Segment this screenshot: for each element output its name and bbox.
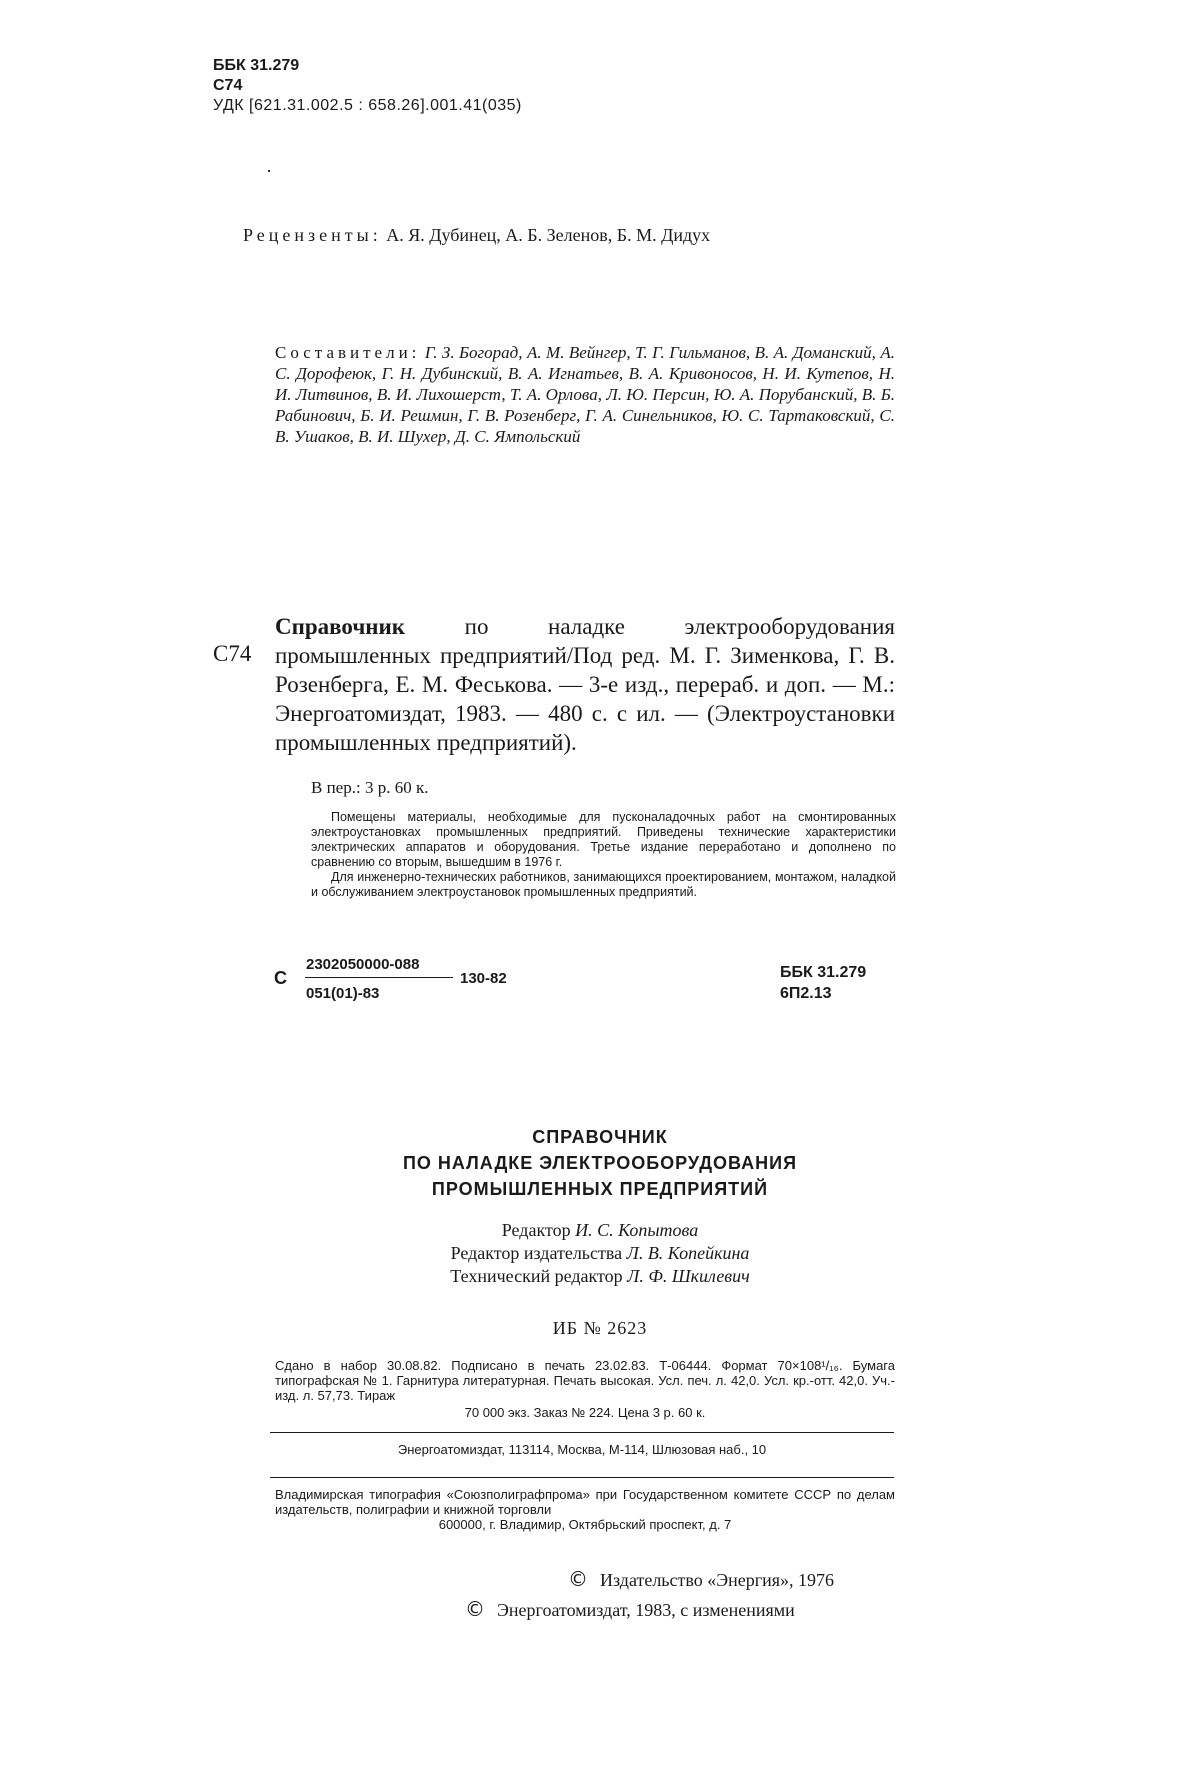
publisher-address: Энергоатомиздат, 113114, Москва, М-114, Шлюзовая наб., 10: [397, 1442, 767, 1457]
index-letter: С: [274, 968, 287, 988]
bib-text: по наладке электрооборудования промышленных предприятий/Под ред. М. Г. Зименкова, Г. В. Розенберга, Е. М. Феськова. — 3-е изд., перераб. и доп. — М.: Энергоатомиздат, 1983. — 480 с. с ил. — (Электроустановки промышленных предприятий).: [275, 614, 896, 755]
bib-lead-word: Справочник: [275, 614, 406, 639]
editor-line: [240, 1219, 960, 1242]
compilers-label: Составители:: [275, 343, 421, 362]
annotation-paragraph: Для инженерно-технических работников, занимающихся проектированием, монтажом, наладкой и обслуживанием электроустановок промышленных предприятий.: [311, 870, 896, 899]
editor-role: Редактор: [501, 1220, 571, 1240]
reviewers-names: А. Я. Дубинец, А. Б. Зеленов, Б. М. Дидух: [386, 225, 711, 245]
imprint-last-line: 70 000 экз. Заказ № 224. Цена 3 р. 60 к.: [464, 1405, 706, 1420]
copyright-icon: ©: [465, 1597, 485, 1621]
title-line: ПРОМЫШЛЕННЫХ ПРЕДПРИЯТИЙ: [431, 1179, 769, 1199]
index-denominator: 051(01)-83: [306, 985, 380, 1002]
bbk-code: ББК 31.279: [213, 57, 300, 74]
copyright-text: Энергоатомиздат, 1983, с изменениями: [497, 1600, 795, 1620]
editor-name: Л. В. Копейкина: [626, 1243, 750, 1263]
index-numerator: 2302050000-088: [306, 956, 420, 973]
copyright-icon: ©: [568, 1567, 588, 1591]
editor-name: И. С. Копытова: [575, 1220, 699, 1240]
title-line: СПРАВОЧНИК: [532, 1127, 668, 1147]
compilers-block: [275, 342, 895, 447]
divider: [270, 1477, 894, 1478]
editor-role: Технический редактор: [450, 1266, 623, 1286]
bib-author-mark: С74: [213, 641, 252, 666]
annotation: [311, 810, 896, 900]
divider: [270, 1432, 894, 1433]
index-suffix: 130-82: [460, 970, 507, 987]
printer-address: 600000, г. Владимир, Октябрьский проспект, д. 7: [438, 1517, 732, 1532]
printer-text: Владимирская типография «Союзполиграфпрома» при Государственном комитете СССР по делам издательств, полиграфии и книжной торговли: [275, 1487, 895, 1517]
editors-block: [240, 1219, 960, 1288]
compilers-names: Г. З. Богорад, А. М. Вейнгер, Т. Г. Гильманов, В. А. Доманский, А. С. Дорофеюк, Г. Н. Дубинский, В. А. Игнатьев, В. А. Кривоносов, Н. И. Кутепов, Н. И. Литвинов, В. И. Лихошерст, Т. А. Орлова, Л. Ю. Персин, Ю. А. Порубанский, В. Б. Рабинович, Б. И. Решмин, Г. В. Розенберг, Г. А. Синельников, Ю. С. Тартаковский, С. В. Ушаков, В. И. Шухер, Д. С. Ямпольский: [275, 343, 895, 446]
imprint-text: Сдано в набор 30.08.82. Подписано в печать 23.02.83. Т-06444. Формат 70×108¹/₁₆. Бумага типографская № 1. Гарнитура литературная. Печать высокая. Усл. печ. л. 42,0. Усл. кр.-отт. 42,0. Уч.-изд. л. 57,73. Тираж: [275, 1358, 895, 1403]
reviewers-label: Рецензенты:: [243, 225, 382, 245]
book-title: [240, 1124, 960, 1202]
copyright-line: [465, 1597, 795, 1621]
ib-number: ИБ № 2623: [552, 1318, 648, 1338]
author-mark: С74: [213, 77, 243, 94]
bbk-right-code2: 6П2.13: [780, 985, 832, 1002]
reviewers-line: [243, 225, 710, 246]
editor-name: Л. Ф. Шкилевич: [627, 1266, 750, 1286]
editor-line: [240, 1265, 960, 1288]
price-line: В пер.: 3 р. 60 к.: [311, 778, 429, 797]
bbk-right-code: ББК 31.279: [780, 964, 867, 981]
bbk-index-right: [780, 962, 866, 1004]
editor-line: [240, 1242, 960, 1265]
copyright-text: Издательство «Энергия», 1976: [600, 1570, 835, 1590]
editor-role: Редактор издательства: [450, 1243, 623, 1263]
annotation-paragraph: Помещены материалы, необходимые для пусконаладочных работ на смонтированных электроустановках промышленных предприятий. Приведены технические характеристики электрических аппаратов и оборудования. Третье издание переработано и дополнено по сравнению со вторым, вышедшим в 1976 г.: [311, 810, 896, 869]
udk-code: УДК [621.31.002.5 : 658.26].001.41(035): [213, 97, 522, 114]
bibliographic-description: [275, 612, 895, 757]
title-line: ПО НАЛАДКЕ ЭЛЕКТРООБОРУДОВАНИЯ: [402, 1153, 798, 1173]
fraction-line: [305, 977, 453, 978]
classification-codes: [213, 56, 522, 116]
scan-speck: [268, 170, 270, 172]
copyright-line: [568, 1567, 834, 1591]
